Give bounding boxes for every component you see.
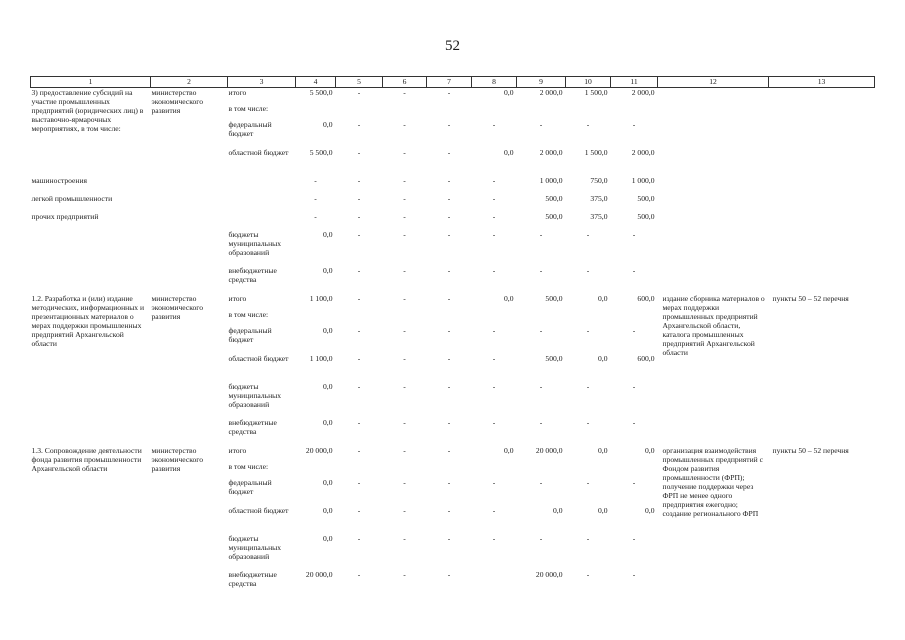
amount-cell-8: -: [492, 381, 496, 391]
list-reference: пункты 50 – 52 перечня: [772, 445, 849, 455]
amount-cell-11: 2 000,0: [631, 147, 655, 157]
amount-cell-9: -: [539, 265, 543, 275]
amount-cell-9: 1 000,0: [539, 175, 563, 185]
amount-cell-10: 1 500,0: [584, 147, 608, 157]
amount-cell-4: -: [314, 175, 317, 185]
funding-source: бюджеты муниципальных образований: [228, 229, 282, 257]
activity-name: прочих предприятий: [31, 211, 99, 221]
amount-cell-7: -: [447, 381, 451, 391]
amount-cell-6: -: [403, 265, 406, 275]
amount-cell-6: [383, 310, 427, 326]
amount-cell-8: -: [492, 229, 496, 239]
amount-cell-9: -: [539, 119, 543, 129]
amount-cell-10: 750,0: [590, 175, 608, 185]
amount-cell-5: -: [357, 175, 361, 185]
amount-cell-11: 0,0: [645, 445, 655, 455]
amount-cell-4: 0,0: [323, 417, 333, 427]
amount-cell-10: 0,0: [598, 445, 608, 455]
column-number-13: 13: [769, 77, 875, 88]
amount-cell-8: [472, 310, 517, 326]
amount-cell-11: 0,0: [645, 505, 655, 515]
amount-cell-9: -: [539, 533, 543, 543]
amount-cell-9: -: [539, 229, 543, 239]
amount-cell-11: [611, 310, 658, 326]
amount-cell-11: 600,0: [637, 293, 655, 303]
amount-cell-4: 0,0: [323, 505, 333, 515]
amount-cell-10: -: [586, 119, 590, 129]
funding-source: бюджеты муниципальных образований: [228, 381, 282, 409]
amount-cell-7: -: [447, 175, 451, 185]
amount-cell-10: -: [586, 381, 590, 391]
amount-cell-11: -: [632, 417, 636, 427]
table-row: [31, 176, 875, 194]
column-number-8: 8: [472, 77, 517, 88]
amount-cell-10: [566, 462, 611, 478]
table-row: [31, 294, 875, 310]
activity-name: 1.3. Сопровождение деятельности фонда развития промышленности Архангельской области: [31, 445, 142, 473]
amount-cell-5: [336, 462, 383, 478]
amount-cell-10: 0,0: [598, 353, 608, 363]
amount-cell-7: -: [447, 147, 451, 157]
amount-cell-4: 0,0: [323, 119, 333, 129]
amount-cell-8: -: [492, 325, 496, 335]
amount-cell-4: [296, 310, 336, 326]
amount-cell-8: -: [492, 417, 496, 427]
page-number: 52: [445, 38, 460, 54]
amount-cell-8: [472, 570, 517, 598]
funding-source: [228, 212, 296, 230]
amount-cell-5: -: [357, 147, 361, 157]
amount-cell-5: -: [357, 417, 361, 427]
amount-cell-4: 0,0: [323, 265, 333, 275]
amount-cell-10: 1 500,0: [584, 88, 608, 97]
amount-cell-6: -: [403, 417, 406, 427]
amount-cell-10: -: [586, 477, 590, 487]
amount-cell-5: -: [357, 229, 361, 239]
column-number-2: 2: [151, 77, 228, 88]
amount-cell-6: -: [403, 229, 406, 239]
amount-cell-11: -: [632, 569, 636, 579]
amount-cell-6: -: [403, 325, 406, 335]
column-number-12: 12: [658, 77, 769, 88]
amount-cell-6: -: [403, 175, 406, 185]
column-number-6: 6: [383, 77, 427, 88]
funding-source: внебюджетные средства: [228, 569, 277, 588]
amount-cell-4: 0,0: [323, 229, 333, 239]
amount-cell-5: -: [357, 193, 361, 203]
program-table: [30, 76, 875, 598]
amount-cell-4: 20 000,0: [305, 445, 333, 455]
column-number-7: 7: [427, 77, 472, 88]
amount-cell-9: 500,0: [545, 193, 563, 203]
amount-cell-5: [336, 310, 383, 326]
amount-cell-10: 0,0: [598, 293, 608, 303]
responsible-executor: [151, 194, 228, 212]
funding-source: итого: [228, 445, 247, 455]
expected-result: [658, 176, 769, 194]
amount-cell-8: -: [492, 477, 496, 487]
amount-cell-8: -: [492, 119, 496, 129]
table-row: [31, 88, 875, 104]
amount-cell-9: 20 000,0: [535, 445, 563, 455]
list-reference: [769, 194, 875, 212]
amount-cell-10: -: [586, 229, 590, 239]
activity-name: 1.2. Разработка и (или) издание методических, информационных и презентационных материалов о мерах поддержки промышленных предприятий Архангельской области: [31, 293, 145, 349]
activity-name: машиностроения: [31, 175, 88, 185]
amount-cell-11: [611, 104, 658, 120]
amount-cell-8: 0,0: [504, 293, 514, 303]
amount-cell-7: -: [447, 265, 451, 275]
column-number-row: [31, 77, 875, 88]
funding-source: внебюджетные средства: [228, 417, 277, 436]
funding-source: областной бюджет: [228, 353, 289, 363]
amount-cell-5: -: [357, 293, 361, 303]
amount-cell-11: -: [632, 119, 636, 129]
funding-source: итого: [228, 293, 247, 303]
amount-cell-9: 2 000,0: [539, 147, 563, 157]
amount-cell-11: 600,0: [637, 353, 655, 363]
amount-cell-6: -: [403, 353, 406, 363]
amount-cell-10: 375,0: [590, 211, 608, 221]
funding-source: в том числе:: [228, 309, 269, 319]
expected-result: организация взаимодействия промышленных предприятий с Фондом развития промышленности (ФРП); получение поддержки через ФРП не менее одного предприятия ежегодно; создание регионального ФРП: [662, 445, 763, 519]
amount-cell-7: [427, 104, 472, 120]
funding-source: в том числе:: [228, 461, 269, 471]
amount-cell-7: -: [447, 445, 451, 455]
amount-cell-6: -: [403, 88, 406, 97]
column-number-11: 11: [611, 77, 658, 88]
list-reference: пункты 50 – 52 перечня: [772, 293, 849, 303]
funding-source: областной бюджет: [228, 147, 289, 157]
amount-cell-6: -: [403, 505, 406, 515]
column-number-5: 5: [336, 77, 383, 88]
amount-cell-10: 0,0: [598, 505, 608, 515]
amount-cell-7: -: [447, 417, 451, 427]
amount-cell-11: [611, 462, 658, 478]
amount-cell-4: 5 500,0: [309, 88, 333, 97]
amount-cell-7: -: [447, 293, 451, 303]
amount-cell-8: -: [492, 193, 496, 203]
amount-cell-10: 375,0: [590, 193, 608, 203]
expected-result: издание сборника материалов о мерах поддержки промышленных предприятий Архангельской области, каталога промышленных предприятий Архангельской области: [662, 293, 765, 358]
amount-cell-7: -: [447, 193, 451, 203]
amount-cell-6: -: [403, 569, 406, 579]
amount-cell-11: -: [632, 477, 636, 487]
amount-cell-8: -: [492, 353, 496, 363]
amount-cell-4: 0,0: [323, 325, 333, 335]
amount-cell-9: 500,0: [545, 211, 563, 221]
amount-cell-4: 0,0: [323, 477, 333, 487]
amount-cell-9: 0,0: [553, 505, 563, 515]
table-row: [31, 212, 875, 230]
amount-cell-5: -: [357, 119, 361, 129]
amount-cell-4: 20 000,0: [305, 569, 333, 579]
funding-source: внебюджетные средства: [228, 265, 277, 284]
table-row: [31, 446, 875, 462]
amount-cell-6: -: [403, 445, 406, 455]
column-number-9: 9: [517, 77, 566, 88]
amount-cell-8: -: [492, 265, 496, 275]
amount-cell-4: 1 100,0: [309, 293, 333, 303]
amount-cell-9: -: [539, 417, 543, 427]
amount-cell-5: -: [357, 88, 361, 97]
amount-cell-6: [383, 462, 427, 478]
amount-cell-7: -: [447, 353, 451, 363]
amount-cell-5: -: [357, 325, 361, 335]
amount-cell-11: 500,0: [637, 211, 655, 221]
amount-cell-5: -: [357, 505, 361, 515]
amount-cell-10: -: [586, 417, 590, 427]
activity-name: легкой промышленности: [31, 193, 113, 203]
amount-cell-6: -: [403, 147, 406, 157]
amount-cell-4: [296, 104, 336, 120]
amount-cell-5: -: [357, 477, 361, 487]
funding-source: областной бюджет: [228, 505, 289, 515]
amount-cell-9: -: [539, 477, 543, 487]
amount-cell-8: -: [492, 505, 496, 515]
amount-cell-7: -: [447, 325, 451, 335]
amount-cell-9: -: [539, 325, 543, 335]
amount-cell-4: [296, 462, 336, 478]
column-number-10: 10: [566, 77, 611, 88]
amount-cell-9: [517, 310, 566, 326]
responsible-executor: министерство экономического развития: [151, 293, 204, 321]
amount-cell-7: -: [447, 569, 451, 579]
amount-cell-5: [336, 104, 383, 120]
amount-cell-8: -: [492, 175, 496, 185]
amount-cell-10: -: [586, 265, 590, 275]
amount-cell-7: -: [447, 505, 451, 515]
amount-cell-11: -: [632, 325, 636, 335]
column-number-4: 4: [296, 77, 336, 88]
amount-cell-9: 20 000,0: [535, 569, 563, 579]
activity-name: 3) предоставление субсидий на участие промышленных предприятий (юридических лиц) в выставочно-ярмарочных мероприятиях, в том числе:: [31, 88, 144, 134]
amount-cell-11: -: [632, 265, 636, 275]
amount-cell-10: [566, 310, 611, 326]
funding-source: в том числе:: [228, 103, 269, 113]
amount-cell-5: -: [357, 381, 361, 391]
amount-cell-9: -: [539, 381, 543, 391]
responsible-executor: [151, 176, 228, 194]
amount-cell-10: -: [586, 569, 590, 579]
amount-cell-6: -: [403, 193, 406, 203]
amount-cell-10: -: [586, 325, 590, 335]
list-reference: [769, 176, 875, 194]
expected-result: [658, 212, 769, 294]
amount-cell-4: 0,0: [323, 381, 333, 391]
responsible-executor: министерство экономического развития: [151, 88, 204, 116]
amount-cell-9: [517, 462, 566, 478]
amount-cell-6: -: [403, 477, 406, 487]
amount-cell-11: -: [632, 533, 636, 543]
amount-cell-6: -: [403, 381, 406, 391]
amount-cell-7: [427, 310, 472, 326]
amount-cell-5: -: [357, 265, 361, 275]
funding-source: федеральный бюджет: [228, 325, 272, 344]
list-reference: [769, 88, 875, 176]
amount-cell-10: -: [586, 533, 590, 543]
amount-cell-6: -: [403, 119, 406, 129]
expected-result: [658, 88, 769, 176]
amount-cell-5: -: [357, 533, 361, 543]
funding-source: федеральный бюджет: [228, 477, 272, 496]
funding-source: итого: [228, 88, 247, 97]
amount-cell-5: -: [357, 211, 361, 221]
amount-cell-4: 5 500,0: [309, 147, 333, 157]
amount-cell-6: -: [403, 533, 406, 543]
amount-cell-5: -: [357, 353, 361, 363]
amount-cell-10: [566, 104, 611, 120]
amount-cell-7: -: [447, 88, 451, 97]
amount-cell-5: -: [357, 445, 361, 455]
amount-cell-7: -: [447, 229, 451, 239]
column-number-1: 1: [31, 77, 151, 88]
amount-cell-4: -: [314, 193, 317, 203]
amount-cell-7: -: [447, 211, 451, 221]
amount-cell-11: 1 000,0: [631, 175, 655, 185]
amount-cell-6: -: [403, 293, 406, 303]
amount-cell-6: [383, 104, 427, 120]
table-row: [31, 194, 875, 212]
list-reference: [769, 212, 875, 294]
amount-cell-8: 0,0: [504, 88, 514, 97]
amount-cell-9: 2 000,0: [539, 88, 563, 97]
amount-cell-6: -: [403, 211, 406, 221]
amount-cell-8: -: [492, 211, 496, 221]
amount-cell-11: -: [632, 229, 636, 239]
funding-source: [228, 194, 296, 212]
amount-cell-5: -: [357, 569, 361, 579]
amount-cell-7: -: [447, 119, 451, 129]
amount-cell-4: 0,0: [323, 533, 333, 543]
amount-cell-8: [472, 104, 517, 120]
amount-cell-7: -: [447, 477, 451, 487]
amount-cell-4: 1 100,0: [309, 353, 333, 363]
amount-cell-9: 500,0: [545, 353, 563, 363]
amount-cell-9: [517, 104, 566, 120]
funding-source: федеральный бюджет: [228, 119, 272, 138]
responsible-executor: [151, 212, 228, 294]
funding-source: бюджеты муниципальных образований: [228, 533, 282, 561]
amount-cell-4: -: [314, 211, 317, 221]
amount-cell-8: -: [492, 533, 496, 543]
funding-source: [228, 176, 296, 194]
amount-cell-11: 2 000,0: [631, 88, 655, 97]
amount-cell-11: -: [632, 381, 636, 391]
amount-cell-11: 500,0: [637, 193, 655, 203]
amount-cell-7: [427, 462, 472, 478]
amount-cell-9: 500,0: [545, 293, 563, 303]
expected-result: [658, 194, 769, 212]
responsible-executor: министерство экономического развития: [151, 445, 204, 473]
amount-cell-7: -: [447, 533, 451, 543]
amount-cell-8: 0,0: [504, 445, 514, 455]
amount-cell-8: [472, 462, 517, 478]
amount-cell-8: 0,0: [504, 147, 514, 157]
column-number-3: 3: [228, 77, 296, 88]
